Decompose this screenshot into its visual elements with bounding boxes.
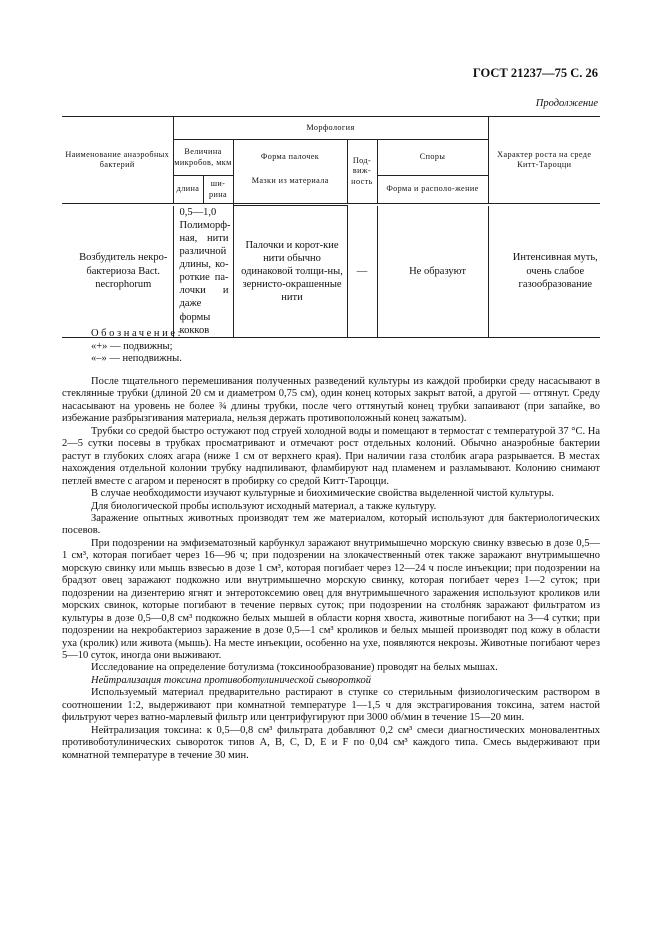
- header-width: ши-рина: [203, 176, 233, 204]
- paragraph: После тщательного перемешивания полученных разведений культуры из каждой пробирки среду насасывают в стеклянные трубки (длиной 20 см и диаметром 0,75 см), один конец которых закрыт ватой, а другой — оттянут. Среду насасывают на уровень не более ¾ длины трубки, после чего оттянутый конец трубки запаивают (при запайке, во избежание разбрызгивания материала, нельзя держать противоположный конец зажатым).: [62, 376, 600, 425]
- paragraph: Заражение опытных животных производят тем же материалом, который используют для бактериологических посевов.: [62, 512, 600, 537]
- header-size: Величина микробов, мкм: [173, 140, 233, 176]
- legend-minus: «–» — неподвижны.: [91, 353, 182, 364]
- document-code: ГОСТ 21237—75 С. 26: [472, 66, 598, 80]
- header-shape: Форма палочек: [233, 140, 347, 204]
- header-spore-form: Форма и располо-жение: [377, 176, 488, 204]
- paragraph: Исследование на определение ботулизма (токсинообразование) проводят на белых мышах.: [91, 662, 498, 674]
- header-mobility: Под-виж-ность: [347, 140, 377, 204]
- cell-growth: Интенсивная муть, очень слабое газообразование: [488, 206, 600, 338]
- morphology-table: [62, 116, 600, 338]
- header-smear: Мазки из материала: [251, 176, 329, 185]
- header-name: Наименование анаэробных бактерий: [62, 117, 173, 204]
- legend-plus: «+» — подвижны;: [91, 340, 173, 352]
- header-morphology: Морфология: [173, 117, 488, 140]
- legend: [91, 328, 183, 366]
- cell-length: 0,5—1,0 Полиморф-ная, нити различной длины, ко-роткие па-лочки и даже формы кокков: [173, 206, 233, 338]
- paragraph: Для биологической пробы используют исходный материал, а также культуру.: [91, 500, 437, 512]
- paragraph: Используемый материал предварительно растирают в ступке со стерильным физиологическим раствором в соотношении 1:2, выдерживают при комнатной температуре 1—1,5 ч для экстрагирования токсина, затем настой фильтруют через ватно-марлевый фильтр или центрифугируют при 3000 об/мин в течение 15—20 мин.: [62, 687, 600, 724]
- cell-spores: Не образуют: [377, 206, 488, 338]
- paragraph: В случае необходимости изучают культурные и биохимические свойства выделенной чистой культуры.: [91, 488, 554, 500]
- header-growth: Характер роста на среде Китт-Тароцци: [488, 117, 600, 204]
- body-text: [62, 376, 600, 762]
- section-heading: Нейтрализация токсина противоботулинической сывороткой: [91, 674, 371, 686]
- continuation-label: Продолжение: [535, 98, 598, 109]
- paragraph: Трубки со средой быстро остужают под струей холодной воды и помещают в термостат с температурой 37 °С. На 2—5 сутки посевы в трубках просматривают и отмечают рост отдельных колоний. Обычно анаэробные бактерии растут в глубоких слоях агара (ниже 1 см от верхнего края). При наличии газа столбик агара разрывается. В местах нахождения отдельной колонии трубку надпиливают, фламбируют над пламенем и разламывают. Колонию снимают петлей вместе с агаром и переносят в пробирку со средой Китт-Тароцци.: [62, 425, 600, 487]
- cell-mobility: —: [347, 206, 377, 338]
- cell-name: Возбудитель некро-бактериоза Bact. necrophorum: [62, 206, 173, 338]
- legend-title: Обозначение:: [91, 328, 184, 339]
- header-spores: Споры: [377, 140, 488, 176]
- header-length: длина: [173, 176, 203, 204]
- cell-shape: Палочки и корот-кие нити обычно одинаковой толщи-ны, зернисто-окрашенные нити: [233, 206, 347, 338]
- paragraph: При подозрении на эмфизематозный карбункул заражают внутримышечно морскую свинку взвесью в дозе 0,5—1 см³, которая погибает через 16—96 ч; при подозрении на злокачественный отек также заражают внутримышечно морскую свинку или мышь взвесью в дозе 1 см³, которая погибает через 12—24 ч после инъекции; при подозрении на брадзот овец заражают подкожно или внутримышечно морскую свинку, которая погибает через 1—2 суток; при подозрении на дизентерию ягнят и энтеротоксемию овец для внутримышечного заражения используют кроликов или морских свинок, которые погибают в течение первых суток; при подозрении на столбняк заражают фильтратом из культуры в дозе 0,5—0,8 см³ подкожно белых мышей в области корня хвоста, животные погибают на 3—4 сутки; при подозрении на некробактериоз заражение в дозе 0,5—1 см³ кроликов и белых мышей производят под кожу в области уха (кролик) или живота (мышь). На месте инъекции, особенно на ухе, появляются некрозы. Животные погибают через 5—10 суток, иногда они выживают.: [62, 537, 600, 661]
- paragraph: Нейтрализация токсина: к 0,5—0,8 см³ фильтрата добавляют 0,2 см³ смеси диагностических моновалентных противоботулинических сывороток типов A, B, C, D, E и F по 0,04 см³ каждого типа. Смесь выдерживают при комнатной температуре в течение 30 мин.: [62, 724, 600, 761]
